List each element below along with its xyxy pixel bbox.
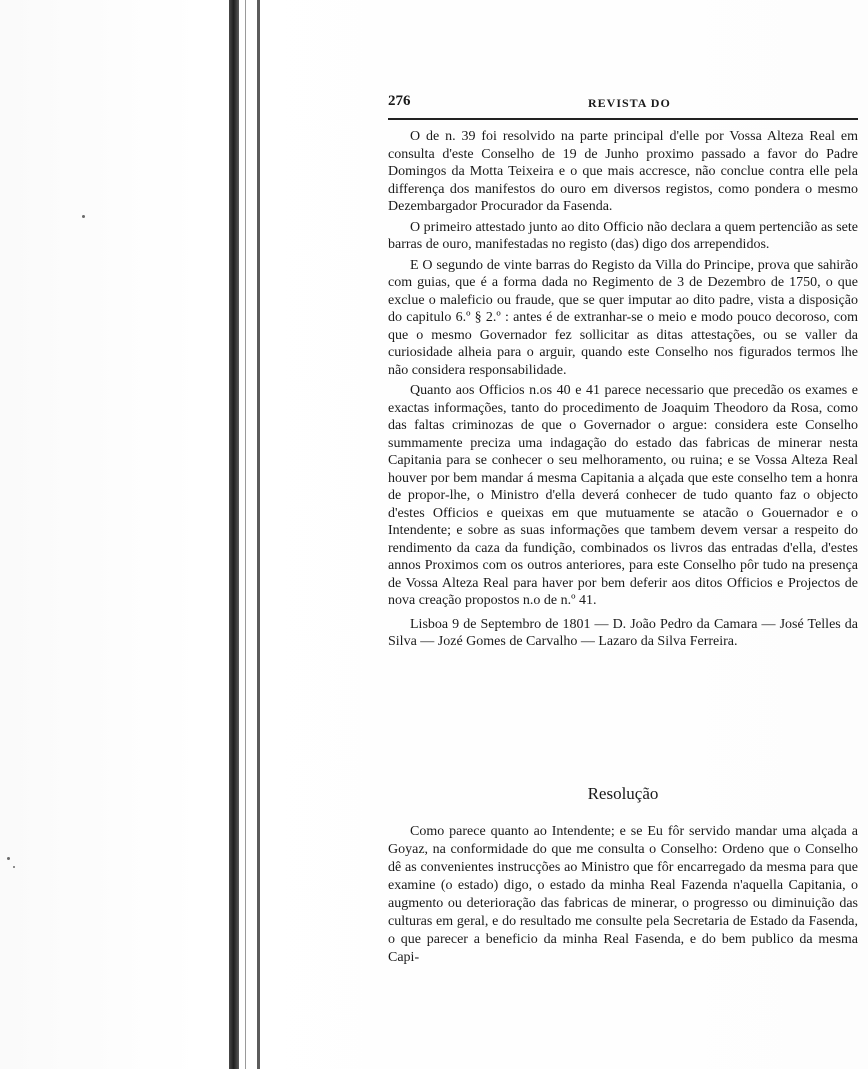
signature-paragraph: Lisboa 9 de Septembro de 1801 — D. João Pedro da Camara — José Telles da Silva — Jozé Gomes de Carvalho — Lazaro da Silva Ferreira. [388, 616, 858, 649]
book-binding-shadow [229, 0, 239, 1069]
consulta-text [388, 128, 858, 654]
margin-speck [13, 866, 15, 868]
page-gutter-line [257, 0, 260, 1069]
page-number: 276 [388, 93, 411, 109]
margin-speck [82, 215, 85, 218]
resolution-paragraph: Como parece quanto ao Intendente; e se Eu fôr servido mandar uma alçada a Goyaz, na conformidade do que me consulta o Conselho: Ordeno que o Conselho dê as convenientes instrucções ao Ministro que fôr encarregado da mesma para que examine (o estado) digo, o estado da minha Real Fazenda n'aquella Capitania, o augmento ou deterioração das fabricas de minerar, o progresso ou diminuição das culturas em geral, e do resultado me consulte pela Secretaria de Estado da Fasenda, o que parecer a beneficio da minha Real Fasenda, e do bem publico da mesma Capi- [388, 824, 858, 965]
paragraph: Quanto aos Officios n.os 40 e 41 parece necessario que precedão os exames e exactas informações, tanto do procedimento de Joaquim Theodoro da Rosa, como das faltas criminozas de que o Governador o argue: considera este Conselho summamente preciza uma indagação do estado das fabricas de minerar nesta Capitania para se conhecer o seu melhoramento, ou ruina; e se Vossa Alteza Real houver por bem mandar á mesma Capitania a alçada que este conselho tem a honra de propor-lhe, o Ministro d'ella deverá conhecer de tudo quanto faz o objecto d'estes Officios e queixas em que mutuamente se atacão o Gouernador e o Intendente; e sobre as suas informações que tambem devem versar a respeito do rendimento da caza da fundição, combinados os livros das entradas d'ella, d'estes annos Proximos com os outros anteriores, para este Conselho pôr tudo na presença de Vossa Alteza Real para haver por bem deferir aos ditos Officios e Projectos de nova creação propostos n.o de n.º 41. [388, 383, 858, 608]
paragraph: O primeiro attestado junto ao dito Officio não declara a quem pertencião as sete barras de ouro, manifestadas no registo (das) digo dos arrependidos. [388, 219, 858, 252]
paragraph: E O segundo de vinte barras do Registo da Villa do Principe, prova que sahirão com guias, que é a forma dada no Regimento de 3 de Dezembro de 1750, o que exclue o maleficio ou fraude, que se quer imputar ao dito padre, vista a disposição do capitulo 6.º § 2.º : antes é de extranhar-se o meio e modo pouco decoroso, com que o mesmo Governador fez sollicitar as ditas attestações, ou se valler da curiosidade alheia para o arguir, quando este Conselho nos figurados termos lhe não considera responsabilidade. [388, 257, 858, 378]
paragraph: O de n. 39 foi resolvido na parte principal d'elle por Vossa Alteza Real em consulta d'este Conselho de 19 de Junho proximo passado a favor do Padre Domingos da Motta Teixeira e o que mais accresce, não conclue contra elle pela differença dos manifestos do ouro em diversos registos, como pondera o mesmo Dezembargador Procurador da Fasenda. [388, 129, 858, 214]
resolution-text-block [388, 823, 858, 970]
journal-title: REVISTA DO [588, 96, 671, 110]
margin-speck [7, 857, 10, 860]
binding-hairline [245, 0, 246, 1069]
resolution-heading: Resolução [587, 784, 659, 803]
running-head [388, 93, 858, 115]
header-rule [388, 118, 858, 120]
